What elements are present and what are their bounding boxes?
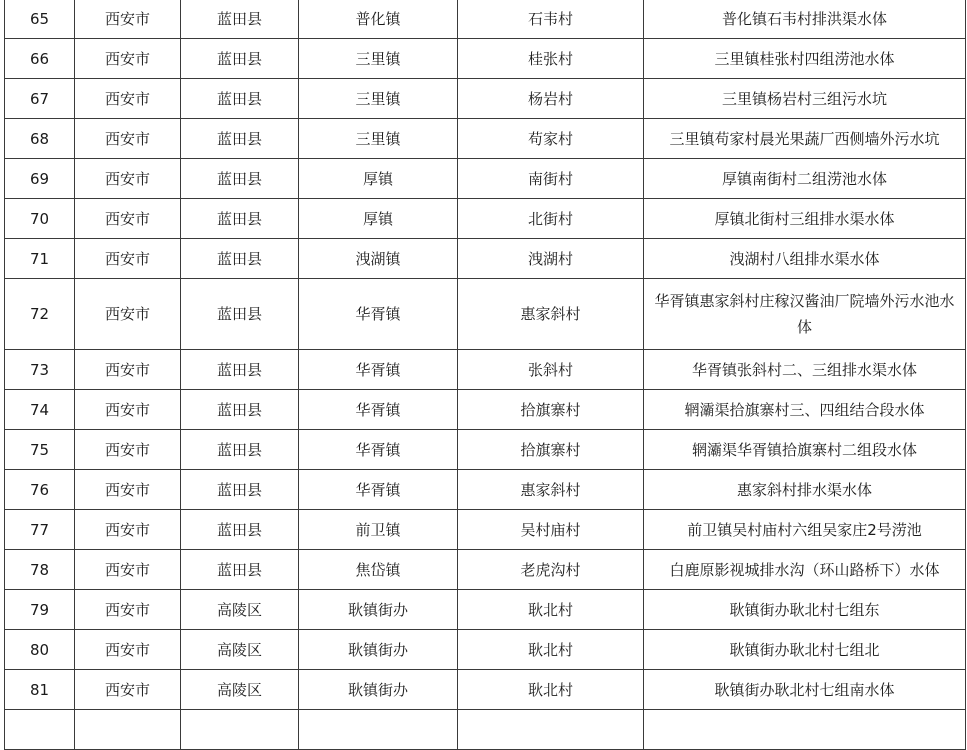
city-cell xyxy=(75,710,181,750)
county-cell: 蓝田县 xyxy=(181,159,299,199)
city-cell: 西安市 xyxy=(75,470,181,510)
county-cell: 蓝田县 xyxy=(181,430,299,470)
county-cell xyxy=(181,710,299,750)
row-number: 65 xyxy=(5,0,75,39)
city-cell: 西安市 xyxy=(75,119,181,159)
location-cell xyxy=(644,710,966,750)
city-cell: 西安市 xyxy=(75,39,181,79)
village-cell: 惠家斜村 xyxy=(458,470,644,510)
table-row xyxy=(5,79,966,119)
city-cell: 西安市 xyxy=(75,510,181,550)
city-cell: 西安市 xyxy=(75,630,181,670)
location-cell: 耿镇街办耿北村七组北 xyxy=(644,630,966,670)
city-cell: 西安市 xyxy=(75,79,181,119)
table-row xyxy=(5,430,966,470)
county-cell: 蓝田县 xyxy=(181,79,299,119)
row-number: 69 xyxy=(5,159,75,199)
town-cell: 耿镇街办 xyxy=(299,630,458,670)
table-row xyxy=(5,0,966,39)
row-number: 78 xyxy=(5,550,75,590)
town-cell: 华胥镇 xyxy=(299,279,458,350)
table-row xyxy=(5,550,966,590)
county-cell: 蓝田县 xyxy=(181,119,299,159)
location-cell: 辋灞渠拾旗寨村三、四组结合段水体 xyxy=(644,390,966,430)
town-cell: 洩湖镇 xyxy=(299,239,458,279)
row-number: 75 xyxy=(5,430,75,470)
village-cell: 张斜村 xyxy=(458,350,644,390)
location-cell: 普化镇石韦村排洪渠水体 xyxy=(644,0,966,39)
county-cell: 蓝田县 xyxy=(181,0,299,39)
town-cell xyxy=(299,710,458,750)
row-number: 66 xyxy=(5,39,75,79)
row-number: 71 xyxy=(5,239,75,279)
county-cell: 高陵区 xyxy=(181,590,299,630)
table-row xyxy=(5,199,966,239)
town-cell: 华胥镇 xyxy=(299,430,458,470)
table-row xyxy=(5,159,966,199)
city-cell: 西安市 xyxy=(75,350,181,390)
county-cell: 蓝田县 xyxy=(181,510,299,550)
town-cell: 华胥镇 xyxy=(299,390,458,430)
location-cell: 三里镇杨岩村三组污水坑 xyxy=(644,79,966,119)
location-cell: 厚镇北街村三组排水渠水体 xyxy=(644,199,966,239)
county-cell: 蓝田县 xyxy=(181,199,299,239)
city-cell: 西安市 xyxy=(75,159,181,199)
city-cell: 西安市 xyxy=(75,590,181,630)
village-cell: 北街村 xyxy=(458,199,644,239)
city-cell: 西安市 xyxy=(75,390,181,430)
county-cell: 高陵区 xyxy=(181,630,299,670)
row-number: 70 xyxy=(5,199,75,239)
location-cell: 白鹿原影视城排水沟（环山路桥下）水体 xyxy=(644,550,966,590)
location-cell: 华胥镇惠家斜村庄稼汉酱油厂院墙外污水池水体 xyxy=(644,279,966,350)
row-number: 72 xyxy=(5,279,75,350)
county-cell: 蓝田县 xyxy=(181,239,299,279)
row-number: 73 xyxy=(5,350,75,390)
town-cell: 三里镇 xyxy=(299,79,458,119)
county-cell: 蓝田县 xyxy=(181,550,299,590)
village-cell xyxy=(458,710,644,750)
row-number: 79 xyxy=(5,590,75,630)
city-cell: 西安市 xyxy=(75,670,181,710)
village-cell: 桂张村 xyxy=(458,39,644,79)
location-cell: 耿镇街办耿北村七组南水体 xyxy=(644,670,966,710)
table-row-partial xyxy=(5,710,966,750)
location-cell: 厚镇南街村二组涝池水体 xyxy=(644,159,966,199)
village-cell: 耿北村 xyxy=(458,590,644,630)
city-cell: 西安市 xyxy=(75,199,181,239)
county-cell: 蓝田县 xyxy=(181,279,299,350)
row-number: 81 xyxy=(5,670,75,710)
location-cell: 前卫镇吴村庙村六组吴家庄2号涝池 xyxy=(644,510,966,550)
village-cell: 惠家斜村 xyxy=(458,279,644,350)
village-cell: 拾旗寨村 xyxy=(458,390,644,430)
town-cell: 华胥镇 xyxy=(299,350,458,390)
city-cell: 西安市 xyxy=(75,430,181,470)
table-row xyxy=(5,510,966,550)
county-cell: 蓝田县 xyxy=(181,39,299,79)
row-number: 67 xyxy=(5,79,75,119)
village-cell: 苟家村 xyxy=(458,119,644,159)
village-cell: 老虎沟村 xyxy=(458,550,644,590)
table-row xyxy=(5,390,966,430)
city-cell: 西安市 xyxy=(75,0,181,39)
village-cell: 拾旗寨村 xyxy=(458,430,644,470)
location-cell: 洩湖村八组排水渠水体 xyxy=(644,239,966,279)
town-cell: 耿镇街办 xyxy=(299,670,458,710)
town-cell: 前卫镇 xyxy=(299,510,458,550)
location-cell: 辋灞渠华胥镇拾旗寨村二组段水体 xyxy=(644,430,966,470)
row-number: 80 xyxy=(5,630,75,670)
table-row xyxy=(5,239,966,279)
location-cell: 华胥镇张斜村二、三组排水渠水体 xyxy=(644,350,966,390)
county-cell: 蓝田县 xyxy=(181,350,299,390)
county-cell: 高陵区 xyxy=(181,670,299,710)
city-cell: 西安市 xyxy=(75,550,181,590)
village-cell: 耿北村 xyxy=(458,670,644,710)
row-number: 76 xyxy=(5,470,75,510)
row-number xyxy=(5,710,75,750)
town-cell: 普化镇 xyxy=(299,0,458,39)
town-cell: 三里镇 xyxy=(299,119,458,159)
row-number: 77 xyxy=(5,510,75,550)
location-cell: 三里镇桂张村四组涝池水体 xyxy=(644,39,966,79)
table-row xyxy=(5,670,966,710)
town-cell: 华胥镇 xyxy=(299,470,458,510)
table-row xyxy=(5,279,966,350)
location-cell: 耿镇街办耿北村七组东 xyxy=(644,590,966,630)
table-row xyxy=(5,350,966,390)
table-row xyxy=(5,630,966,670)
location-cell: 三里镇苟家村晨光果蔬厂西侧墙外污水坑 xyxy=(644,119,966,159)
water-body-table xyxy=(4,0,966,750)
table-body xyxy=(5,0,966,750)
town-cell: 厚镇 xyxy=(299,159,458,199)
table-row xyxy=(5,470,966,510)
village-cell: 杨岩村 xyxy=(458,79,644,119)
table-row xyxy=(5,590,966,630)
town-cell: 焦岱镇 xyxy=(299,550,458,590)
town-cell: 厚镇 xyxy=(299,199,458,239)
location-cell: 惠家斜村排水渠水体 xyxy=(644,470,966,510)
town-cell: 三里镇 xyxy=(299,39,458,79)
county-cell: 蓝田县 xyxy=(181,470,299,510)
village-cell: 南街村 xyxy=(458,159,644,199)
town-cell: 耿镇街办 xyxy=(299,590,458,630)
row-number: 74 xyxy=(5,390,75,430)
table-row xyxy=(5,39,966,79)
village-cell: 吴村庙村 xyxy=(458,510,644,550)
village-cell: 石韦村 xyxy=(458,0,644,39)
village-cell: 洩湖村 xyxy=(458,239,644,279)
county-cell: 蓝田县 xyxy=(181,390,299,430)
city-cell: 西安市 xyxy=(75,279,181,350)
city-cell: 西安市 xyxy=(75,239,181,279)
row-number: 68 xyxy=(5,119,75,159)
village-cell: 耿北村 xyxy=(458,630,644,670)
table-row xyxy=(5,119,966,159)
